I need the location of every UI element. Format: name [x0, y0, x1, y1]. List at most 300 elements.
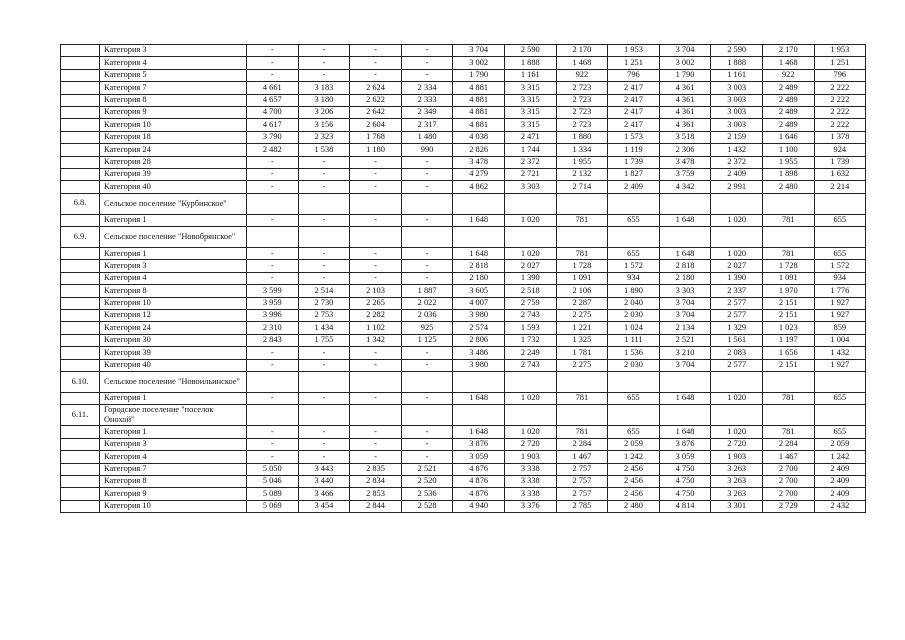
table-row: [61, 119, 866, 131]
value-cell: 1 329: [711, 322, 763, 334]
value-cell: 2 480: [762, 181, 814, 193]
value-cell: 1 020: [711, 392, 763, 404]
value-cell: -: [350, 45, 402, 57]
value-cell: -: [298, 392, 350, 404]
value-cell: 2 040: [608, 297, 660, 309]
category-name: Категория 24: [100, 322, 247, 334]
value-cell: 2 027: [504, 260, 556, 272]
category-name: Категория 10: [100, 500, 247, 512]
value-cell: -: [298, 57, 350, 69]
value-cell: 1 100: [762, 144, 814, 156]
value-cell: 1 125: [401, 334, 453, 346]
value-cell: 3 301: [711, 500, 763, 512]
value-cell: 3 759: [659, 168, 711, 180]
value-cell: 1 020: [711, 426, 763, 438]
tariff-table: [60, 44, 866, 513]
value-cell: 2 520: [401, 475, 453, 487]
value-cell: 3 876: [659, 438, 711, 450]
value-cell: 2 306: [659, 144, 711, 156]
table-row: [61, 144, 866, 156]
value-cell: 1 888: [504, 57, 556, 69]
value-cell: 1 390: [711, 272, 763, 284]
value-cell: -: [350, 347, 402, 359]
value-cell: 2 249: [504, 347, 556, 359]
value-cell: -: [350, 168, 402, 180]
value-cell: 2 030: [608, 310, 660, 322]
row-number-cell: [61, 322, 100, 334]
table-row: [61, 131, 866, 143]
value-cell: 2 835: [350, 463, 402, 475]
table-row: [61, 94, 866, 106]
category-name: Категория 9: [100, 488, 247, 500]
value-cell: -: [401, 248, 453, 260]
value-cell: 2 287: [556, 297, 608, 309]
value-cell: 1 342: [350, 334, 402, 346]
empty-cell: [401, 193, 453, 214]
value-cell: 3 443: [298, 463, 350, 475]
empty-cell: [556, 193, 608, 214]
value-cell: -: [401, 347, 453, 359]
category-name: Категория 7: [100, 463, 247, 475]
value-cell: 2 159: [711, 131, 763, 143]
value-cell: 655: [814, 426, 866, 438]
value-cell: 1 790: [453, 69, 505, 81]
value-cell: 2 757: [556, 475, 608, 487]
value-cell: 4 814: [659, 500, 711, 512]
value-cell: 3 440: [298, 475, 350, 487]
category-name: Категория 8: [100, 94, 247, 106]
value-cell: 1 776: [814, 285, 866, 297]
value-cell: 2 720: [504, 438, 556, 450]
value-cell: -: [247, 45, 299, 57]
table-row: [61, 156, 866, 168]
value-cell: 1 955: [762, 156, 814, 168]
empty-cell: [814, 405, 866, 426]
value-cell: 2 103: [350, 285, 402, 297]
value-cell: 3 605: [453, 285, 505, 297]
row-number-cell: [61, 119, 100, 131]
value-cell: -: [401, 451, 453, 463]
row-number-cell: [61, 438, 100, 450]
value-cell: -: [298, 359, 350, 371]
category-name: Категория 7: [100, 82, 247, 94]
value-cell: 2 022: [401, 297, 453, 309]
empty-cell: [401, 405, 453, 426]
value-cell: 2 729: [762, 500, 814, 512]
value-cell: 1 091: [762, 272, 814, 284]
value-cell: 3 518: [659, 131, 711, 143]
empty-cell: [350, 193, 402, 214]
value-cell: 2 730: [298, 297, 350, 309]
value-cell: 3 003: [711, 94, 763, 106]
category-name: Категория 8: [100, 475, 247, 487]
table-row: [61, 69, 866, 81]
value-cell: 1 768: [350, 131, 402, 143]
value-cell: 2 806: [453, 334, 505, 346]
value-cell: 1 334: [556, 144, 608, 156]
value-cell: 2 417: [608, 119, 660, 131]
value-cell: 3 003: [711, 119, 763, 131]
section-row: [61, 193, 866, 214]
value-cell: 1 468: [762, 57, 814, 69]
value-cell: 4 361: [659, 94, 711, 106]
value-cell: 3 315: [504, 119, 556, 131]
row-number-cell: [61, 475, 100, 487]
table-row: [61, 272, 866, 284]
value-cell: 2 723: [556, 94, 608, 106]
table-row: [61, 426, 866, 438]
value-cell: 1 390: [504, 272, 556, 284]
value-cell: 3 996: [247, 310, 299, 322]
value-cell: 1 953: [814, 45, 866, 57]
value-cell: 2 577: [711, 310, 763, 322]
value-cell: 1 887: [401, 285, 453, 297]
value-cell: -: [350, 392, 402, 404]
empty-cell: [711, 405, 763, 426]
row-number-cell: [61, 426, 100, 438]
value-cell: 1 888: [711, 57, 763, 69]
value-cell: 2 432: [814, 500, 866, 512]
table-row: [61, 45, 866, 57]
value-cell: -: [247, 181, 299, 193]
value-cell: 2 317: [401, 119, 453, 131]
value-cell: 2 723: [556, 106, 608, 118]
value-cell: 1 161: [711, 69, 763, 81]
table-row: [61, 334, 866, 346]
value-cell: 781: [762, 392, 814, 404]
row-number-cell: [61, 260, 100, 272]
value-cell: -: [298, 426, 350, 438]
value-cell: -: [350, 359, 402, 371]
value-cell: 1 927: [814, 310, 866, 322]
section-row: [61, 227, 866, 248]
table-row: [61, 57, 866, 69]
row-number-cell: [61, 82, 100, 94]
section-name: Сельское поселение "Новоильинское": [100, 371, 247, 392]
value-cell: -: [247, 248, 299, 260]
category-name: Категория 3: [100, 45, 247, 57]
value-cell: 1 020: [504, 248, 556, 260]
value-cell: 922: [762, 69, 814, 81]
value-cell: -: [401, 156, 453, 168]
section-name: Сельское поселение "Курбинское": [100, 193, 247, 214]
value-cell: 2 489: [762, 119, 814, 131]
value-cell: 2 518: [504, 285, 556, 297]
row-number-cell: [61, 310, 100, 322]
value-cell: 1 573: [608, 131, 660, 143]
table-row: [61, 500, 866, 512]
value-cell: -: [401, 214, 453, 226]
value-cell: 1 898: [762, 168, 814, 180]
value-cell: 4 881: [453, 119, 505, 131]
value-cell: 2 622: [350, 94, 402, 106]
value-cell: 2 818: [659, 260, 711, 272]
value-cell: 925: [401, 322, 453, 334]
category-name: Категория 1: [100, 248, 247, 260]
value-cell: -: [247, 392, 299, 404]
value-cell: 796: [608, 69, 660, 81]
value-cell: 2 642: [350, 106, 402, 118]
value-cell: -: [247, 214, 299, 226]
value-cell: -: [350, 438, 402, 450]
row-number-cell: [61, 106, 100, 118]
empty-cell: [814, 371, 866, 392]
value-cell: 1 728: [556, 260, 608, 272]
value-cell: 4 750: [659, 488, 711, 500]
section-number: 6.9.: [61, 227, 100, 248]
row-number-cell: [61, 94, 100, 106]
value-cell: 2 456: [608, 488, 660, 500]
row-number-cell: [61, 347, 100, 359]
value-cell: 3 980: [453, 310, 505, 322]
value-cell: 2 265: [350, 297, 402, 309]
empty-cell: [659, 193, 711, 214]
category-name: Категория 4: [100, 272, 247, 284]
value-cell: -: [350, 57, 402, 69]
value-cell: 3 210: [659, 347, 711, 359]
value-cell: -: [298, 168, 350, 180]
value-cell: 2 106: [556, 285, 608, 297]
value-cell: 2 282: [350, 310, 402, 322]
empty-cell: [814, 193, 866, 214]
empty-cell: [298, 371, 350, 392]
value-cell: 4 617: [247, 119, 299, 131]
value-cell: -: [350, 272, 402, 284]
value-cell: 2 743: [504, 359, 556, 371]
value-cell: 4 750: [659, 475, 711, 487]
value-cell: 2 284: [556, 438, 608, 450]
value-cell: -: [298, 347, 350, 359]
value-cell: 4 361: [659, 82, 711, 94]
category-name: Категория 3: [100, 438, 247, 450]
value-cell: -: [401, 272, 453, 284]
value-cell: 4 876: [453, 475, 505, 487]
value-cell: -: [401, 426, 453, 438]
value-cell: -: [298, 260, 350, 272]
value-cell: 2 574: [453, 322, 505, 334]
value-cell: 1 325: [556, 334, 608, 346]
value-cell: 934: [814, 272, 866, 284]
value-cell: 1 955: [556, 156, 608, 168]
value-cell: -: [298, 181, 350, 193]
value-cell: 1 020: [504, 426, 556, 438]
empty-cell: [298, 227, 350, 248]
value-cell: 3 180: [298, 94, 350, 106]
empty-cell: [659, 405, 711, 426]
value-cell: 3 338: [504, 488, 556, 500]
value-cell: 1 119: [608, 144, 660, 156]
value-cell: 5 046: [247, 475, 299, 487]
value-cell: 1 434: [298, 322, 350, 334]
table-row: [61, 322, 866, 334]
value-cell: 1 755: [298, 334, 350, 346]
empty-cell: [350, 371, 402, 392]
value-cell: 1 953: [608, 45, 660, 57]
category-name: Категория 28: [100, 156, 247, 168]
empty-cell: [762, 193, 814, 214]
value-cell: 2 275: [556, 310, 608, 322]
value-cell: 1 467: [556, 451, 608, 463]
value-cell: -: [298, 214, 350, 226]
value-cell: 3 315: [504, 94, 556, 106]
row-number-cell: [61, 500, 100, 512]
value-cell: 1 480: [401, 131, 453, 143]
table-row: [61, 82, 866, 94]
value-cell: 3 876: [453, 438, 505, 450]
value-cell: 655: [608, 426, 660, 438]
value-cell: 3 003: [711, 82, 763, 94]
value-cell: 4 361: [659, 119, 711, 131]
value-cell: 781: [556, 392, 608, 404]
value-cell: 1 903: [711, 451, 763, 463]
value-cell: 3 303: [504, 181, 556, 193]
table-body: [61, 45, 866, 513]
value-cell: 2 456: [608, 475, 660, 487]
value-cell: 2 714: [556, 181, 608, 193]
value-cell: 2 417: [608, 94, 660, 106]
table-row: [61, 475, 866, 487]
value-cell: 2 489: [762, 106, 814, 118]
value-cell: 924: [814, 144, 866, 156]
empty-cell: [659, 371, 711, 392]
row-number-cell: [61, 285, 100, 297]
category-name: Категория 3: [100, 260, 247, 272]
value-cell: 2 275: [556, 359, 608, 371]
value-cell: 3 980: [453, 359, 505, 371]
value-cell: 2 333: [401, 94, 453, 106]
category-name: Категория 1: [100, 392, 247, 404]
value-cell: -: [247, 451, 299, 463]
value-cell: -: [401, 45, 453, 57]
category-name: Категория 39: [100, 347, 247, 359]
value-cell: 3 263: [711, 488, 763, 500]
empty-cell: [556, 405, 608, 426]
value-cell: 1 781: [556, 347, 608, 359]
value-cell: -: [350, 260, 402, 272]
value-cell: 922: [556, 69, 608, 81]
empty-cell: [298, 405, 350, 426]
value-cell: -: [247, 168, 299, 180]
value-cell: -: [401, 168, 453, 180]
table-row: [61, 214, 866, 226]
value-cell: 2 700: [762, 463, 814, 475]
value-cell: 2 214: [814, 181, 866, 193]
value-cell: 2 151: [762, 297, 814, 309]
value-cell: 2 720: [711, 438, 763, 450]
value-cell: -: [350, 426, 402, 438]
category-name: Категория 8: [100, 285, 247, 297]
value-cell: 934: [608, 272, 660, 284]
value-cell: 1 538: [298, 144, 350, 156]
value-cell: 1 468: [556, 57, 608, 69]
category-name: Категория 40: [100, 359, 247, 371]
value-cell: 2 785: [556, 500, 608, 512]
value-cell: 3 454: [298, 500, 350, 512]
value-cell: 2 604: [350, 119, 402, 131]
value-cell: 1 648: [659, 426, 711, 438]
value-cell: 2 036: [401, 310, 453, 322]
category-name: Категория 1: [100, 214, 247, 226]
value-cell: -: [247, 272, 299, 284]
value-cell: 3 959: [247, 297, 299, 309]
section-number: 6.8.: [61, 193, 100, 214]
empty-cell: [350, 227, 402, 248]
value-cell: -: [350, 248, 402, 260]
value-cell: -: [247, 57, 299, 69]
value-cell: 4 862: [453, 181, 505, 193]
empty-cell: [711, 371, 763, 392]
value-cell: 2 834: [350, 475, 402, 487]
table-row: [61, 463, 866, 475]
value-cell: 1 004: [814, 334, 866, 346]
value-cell: -: [350, 69, 402, 81]
value-cell: 1 648: [659, 248, 711, 260]
value-cell: 2 372: [504, 156, 556, 168]
section-number: 6.10.: [61, 371, 100, 392]
value-cell: 2 222: [814, 82, 866, 94]
value-cell: 3 315: [504, 82, 556, 94]
category-name: Категория 10: [100, 297, 247, 309]
empty-cell: [247, 193, 299, 214]
empty-cell: [247, 227, 299, 248]
value-cell: 2 536: [401, 488, 453, 500]
empty-cell: [453, 193, 505, 214]
value-cell: 1 242: [814, 451, 866, 463]
value-cell: 655: [608, 214, 660, 226]
empty-cell: [762, 405, 814, 426]
value-cell: 2 409: [814, 475, 866, 487]
value-cell: 2 337: [711, 285, 763, 297]
value-cell: 2 590: [504, 45, 556, 57]
value-cell: 2 180: [659, 272, 711, 284]
value-cell: 781: [556, 214, 608, 226]
value-cell: 4 876: [453, 488, 505, 500]
empty-cell: [556, 371, 608, 392]
row-number-cell: [61, 214, 100, 226]
value-cell: 2 310: [247, 322, 299, 334]
value-cell: 2 456: [608, 463, 660, 475]
value-cell: 3 315: [504, 106, 556, 118]
value-cell: 2 471: [504, 131, 556, 143]
value-cell: -: [247, 347, 299, 359]
value-cell: -: [298, 156, 350, 168]
value-cell: 781: [556, 248, 608, 260]
row-number-cell: [61, 156, 100, 168]
table-row: [61, 359, 866, 371]
value-cell: -: [298, 45, 350, 57]
table-row: [61, 488, 866, 500]
value-cell: 1 161: [504, 69, 556, 81]
empty-cell: [453, 227, 505, 248]
value-cell: 2 577: [711, 297, 763, 309]
value-cell: 4 657: [247, 94, 299, 106]
value-cell: 3 704: [659, 359, 711, 371]
empty-cell: [711, 227, 763, 248]
empty-cell: [504, 227, 556, 248]
category-name: Категория 12: [100, 310, 247, 322]
value-cell: 3 206: [298, 106, 350, 118]
value-cell: 2 721: [504, 168, 556, 180]
value-cell: 1 648: [453, 248, 505, 260]
value-cell: 2 409: [814, 463, 866, 475]
value-cell: 2 743: [504, 310, 556, 322]
value-cell: 2 284: [762, 438, 814, 450]
value-cell: 1 648: [453, 392, 505, 404]
value-cell: 1 593: [504, 322, 556, 334]
value-cell: 2 700: [762, 475, 814, 487]
value-cell: 3 704: [659, 45, 711, 57]
row-number-cell: [61, 451, 100, 463]
